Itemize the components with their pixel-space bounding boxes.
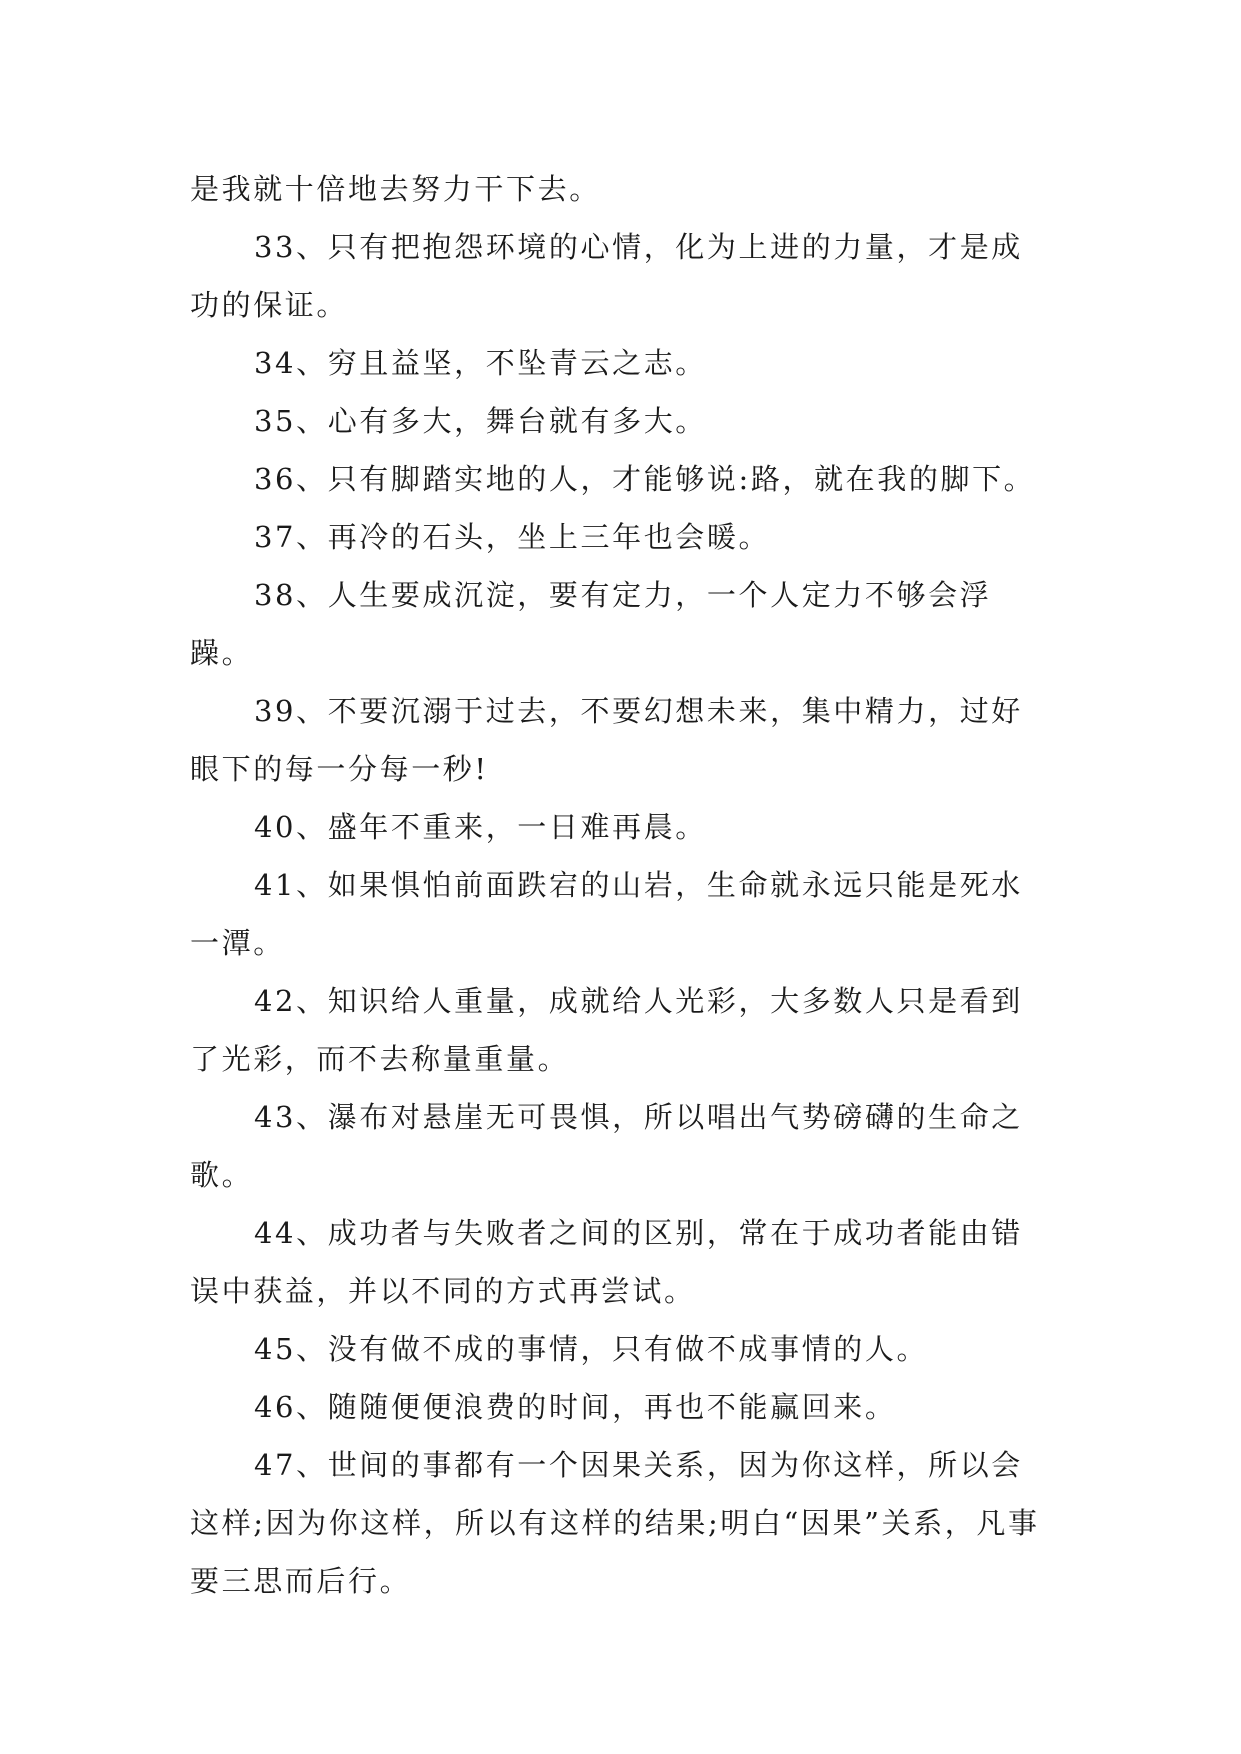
document-body: [190, 160, 1052, 1610]
paragraph-quote-35: 35、心有多大，舞台就有多大。: [254, 404, 707, 438]
paragraph-quote-46: 46、随随便便浪费的时间，再也不能赢回来。: [254, 1390, 897, 1424]
paragraph-quote-42: 42、知识给人重量，成就给人光彩，大多数人只是看到了光彩，而不去称量重量。: [190, 984, 1023, 1076]
paragraph-quote-44: 44、成功者与失败者之间的区别，常在于成功者能由错误中获益，并以不同的方式再尝试。: [190, 1216, 1023, 1308]
paragraph-quote-38: 38、人生要成沉淀，要有定力，一个人定力不够会浮躁。: [190, 578, 992, 670]
paragraph-quote-37: 37、再冷的石头，坐上三年也会暖。: [254, 520, 771, 554]
paragraph-quote-34: 34、穷且益坚，不坠青云之志。: [254, 346, 707, 380]
paragraph-quote-40: 40、盛年不重来，一日难再晨。: [254, 810, 707, 844]
paragraph-quote-45: 45、没有做不成的事情，只有做不成事情的人。: [254, 1332, 929, 1366]
paragraph-continuation: 是我就十倍地去努力干下去。: [190, 172, 601, 206]
paragraph-quote-39: 39、不要沉溺于过去，不要幻想未来，集中精力，过好眼下的每一分每一秒!: [190, 694, 1023, 786]
paragraph-quote-41: 41、如果惧怕前面跌宕的山岩，生命就永远只能是死水一潭。: [190, 868, 1023, 960]
paragraph-quote-33: 33、只有把抱怨环境的心情，化为上进的力量，才是成功的保证。: [190, 230, 1023, 322]
paragraph-quote-43: 43、瀑布对悬崖无可畏惧，所以唱出气势磅礴的生命之歌。: [190, 1100, 1023, 1192]
paragraph-quote-47: 47、世间的事都有一个因果关系，因为你这样，所以会这样;因为你这样，所以有这样的结果;明白“因果”关系，凡事要三思而后行。: [190, 1448, 1040, 1598]
paragraph-quote-36: 36、只有脚踏实地的人，才能够说:路，就在我的脚下。: [254, 462, 1036, 496]
